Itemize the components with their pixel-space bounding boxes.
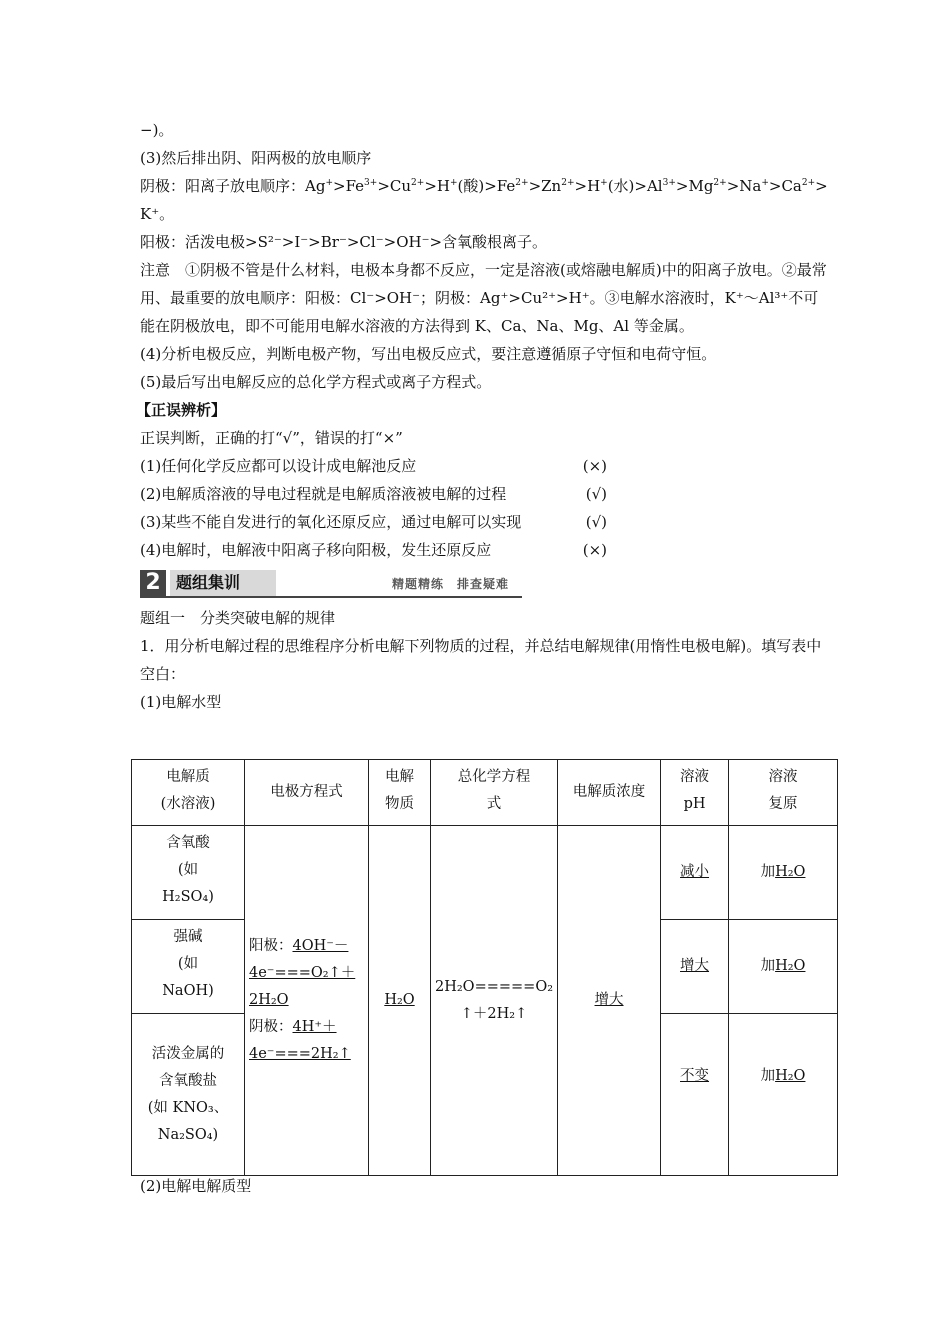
charge: 2+	[515, 178, 529, 188]
ion: (水)>Al	[607, 177, 663, 195]
text-line: (3)然后排出阴、阳两极的放电顺序	[140, 149, 372, 167]
electrode-equation-cell: 阳极：4OH⁻－ 4e⁻===O₂↑＋ 2H₂O 阴极：4H⁺＋ 4e⁻===2H₂↑	[245, 826, 369, 1176]
judge-mark: (√)	[585, 513, 607, 531]
judge-mark: (×)	[582, 541, 607, 559]
charge: +	[325, 178, 333, 188]
overall-equation-cell: 2H₂O=====O₂ ↑＋2H₂↑	[431, 826, 558, 1176]
judge-item	[140, 480, 607, 508]
charge: 2+	[713, 178, 727, 188]
electrolyte-cell: 含氧酸 (如 H₂SO₄)	[132, 826, 245, 920]
ion: >	[815, 177, 828, 195]
charge: 3+	[364, 178, 378, 188]
judge-text: (4)电解时，电解液中阳离子移向阳极，发生还原反应	[140, 541, 492, 559]
section-number: 2	[140, 570, 166, 596]
ion: >H	[424, 177, 450, 195]
document-body	[136, 116, 830, 716]
cathode-order-line	[140, 172, 830, 200]
section-banner	[140, 570, 830, 596]
electrolyte-cell: 活泼金属的 含氧酸盐 (如 KNO₃、 Na₂SO₄)	[132, 1014, 245, 1176]
header-cell: 溶液 复原	[729, 760, 838, 826]
judge-text: (1)任何化学反应都可以设计成电解池反应	[140, 457, 417, 475]
text-line: (5)最后写出电解反应的总化学方程式或离子方程式。	[140, 373, 492, 391]
ion: >Zn	[528, 177, 562, 195]
header-cell: 电极方程式	[245, 760, 369, 826]
text-line: (4)分析电极反应，判断电极产物，写出电极反应式，要注意遵循原子守恒和电荷守恒。	[140, 345, 717, 363]
charge: +	[600, 178, 608, 188]
ion: >Ca	[768, 177, 802, 195]
header-cell: 溶液 pH	[661, 760, 729, 826]
judge-intro: 正误判断，正确的打“√”，错误的打“×”	[140, 429, 403, 447]
ion: >Fe	[333, 177, 365, 195]
ph-cell: 增大	[661, 920, 729, 1014]
concentration-cell: 增大	[558, 826, 661, 1176]
section-rule	[140, 596, 522, 598]
judge-item	[140, 536, 607, 564]
cathode-label: 阴极：阳离子放电顺序：	[140, 177, 306, 195]
header-cell: 电解质 (水溶液)	[132, 760, 245, 826]
header-cell: 电解 物质	[369, 760, 431, 826]
electrolyte-cell: 强碱 (如 NaOH)	[132, 920, 245, 1014]
table-row	[132, 826, 838, 920]
ph-cell: 减小	[661, 826, 729, 920]
charge: +	[449, 178, 458, 188]
type-heading: (2)电解电解质型	[140, 1177, 252, 1195]
ion: >Mg	[675, 177, 714, 195]
header-cell: 电解质浓度	[558, 760, 661, 826]
ph-cell: 不变	[661, 1014, 729, 1176]
judge-text: (2)电解质溶液的导电过程就是电解质溶液被电解的过程	[140, 485, 507, 503]
restore-cell: 加H₂O	[729, 1014, 838, 1176]
charge: 2+	[561, 178, 575, 188]
ion: >Cu	[377, 177, 412, 195]
ion: (酸)>Fe	[457, 177, 516, 195]
charge: 2+	[801, 178, 816, 188]
substance-cell: H₂O	[369, 826, 431, 1176]
note-paragraph: 注意 ①阴极不管是什么材料，电极本身都不反应，一定是溶液(或熔融电解质)中的阳离子放电。②最常用、最重要的放电顺序：阳极：Cl⁻>OH⁻；阴极：Ag⁺>Cu²⁺>H⁺。③电解水溶液时，K⁺～Al³⁺不可能在阴极放电，即不可能用电解水溶液的方法得到 K、Ca、Na、Mg、Al 等金属。	[140, 261, 827, 335]
restore-cell: 加H₂O	[729, 826, 838, 920]
question-text: 1．用分析电解过程的思维程序分析电解下列物质的过程，并总结电解规律(用惰性电极电解)。填写表中空白：	[140, 637, 822, 683]
judge-item	[140, 452, 607, 480]
charge: 3+	[662, 178, 676, 188]
group-title: 题组一 分类突破电解的规律	[140, 609, 336, 627]
section-subtitle: 精题精练 排查疑难	[392, 577, 510, 591]
type-heading: (1)电解水型	[140, 693, 222, 711]
text-line: 阳极：活泼电极>S²⁻>I⁻>Br⁻>Cl⁻>OH⁻>含氧酸根离子。	[140, 233, 548, 251]
section-title: 题组集训	[170, 570, 276, 596]
text-line: −)。	[140, 121, 174, 139]
judge-mark: (×)	[582, 457, 607, 475]
ion: Ag	[305, 177, 326, 195]
table-header-row	[132, 760, 838, 826]
judge-item	[140, 508, 607, 536]
section-heading: 【正误辨析】	[136, 401, 227, 419]
header-cell: 总化学方程 式	[431, 760, 558, 826]
judge-mark: (√)	[585, 485, 607, 503]
ion: >Na	[726, 177, 762, 195]
charge: 2+	[411, 178, 425, 188]
ion: >H	[574, 177, 601, 195]
judge-text: (3)某些不能自发进行的氧化还原反应，通过电解可以实现	[140, 513, 522, 531]
electrolysis-table	[131, 759, 838, 1176]
charge: +	[761, 178, 769, 188]
restore-cell: 加H₂O	[729, 920, 838, 1014]
text-line: K⁺。	[140, 205, 175, 223]
